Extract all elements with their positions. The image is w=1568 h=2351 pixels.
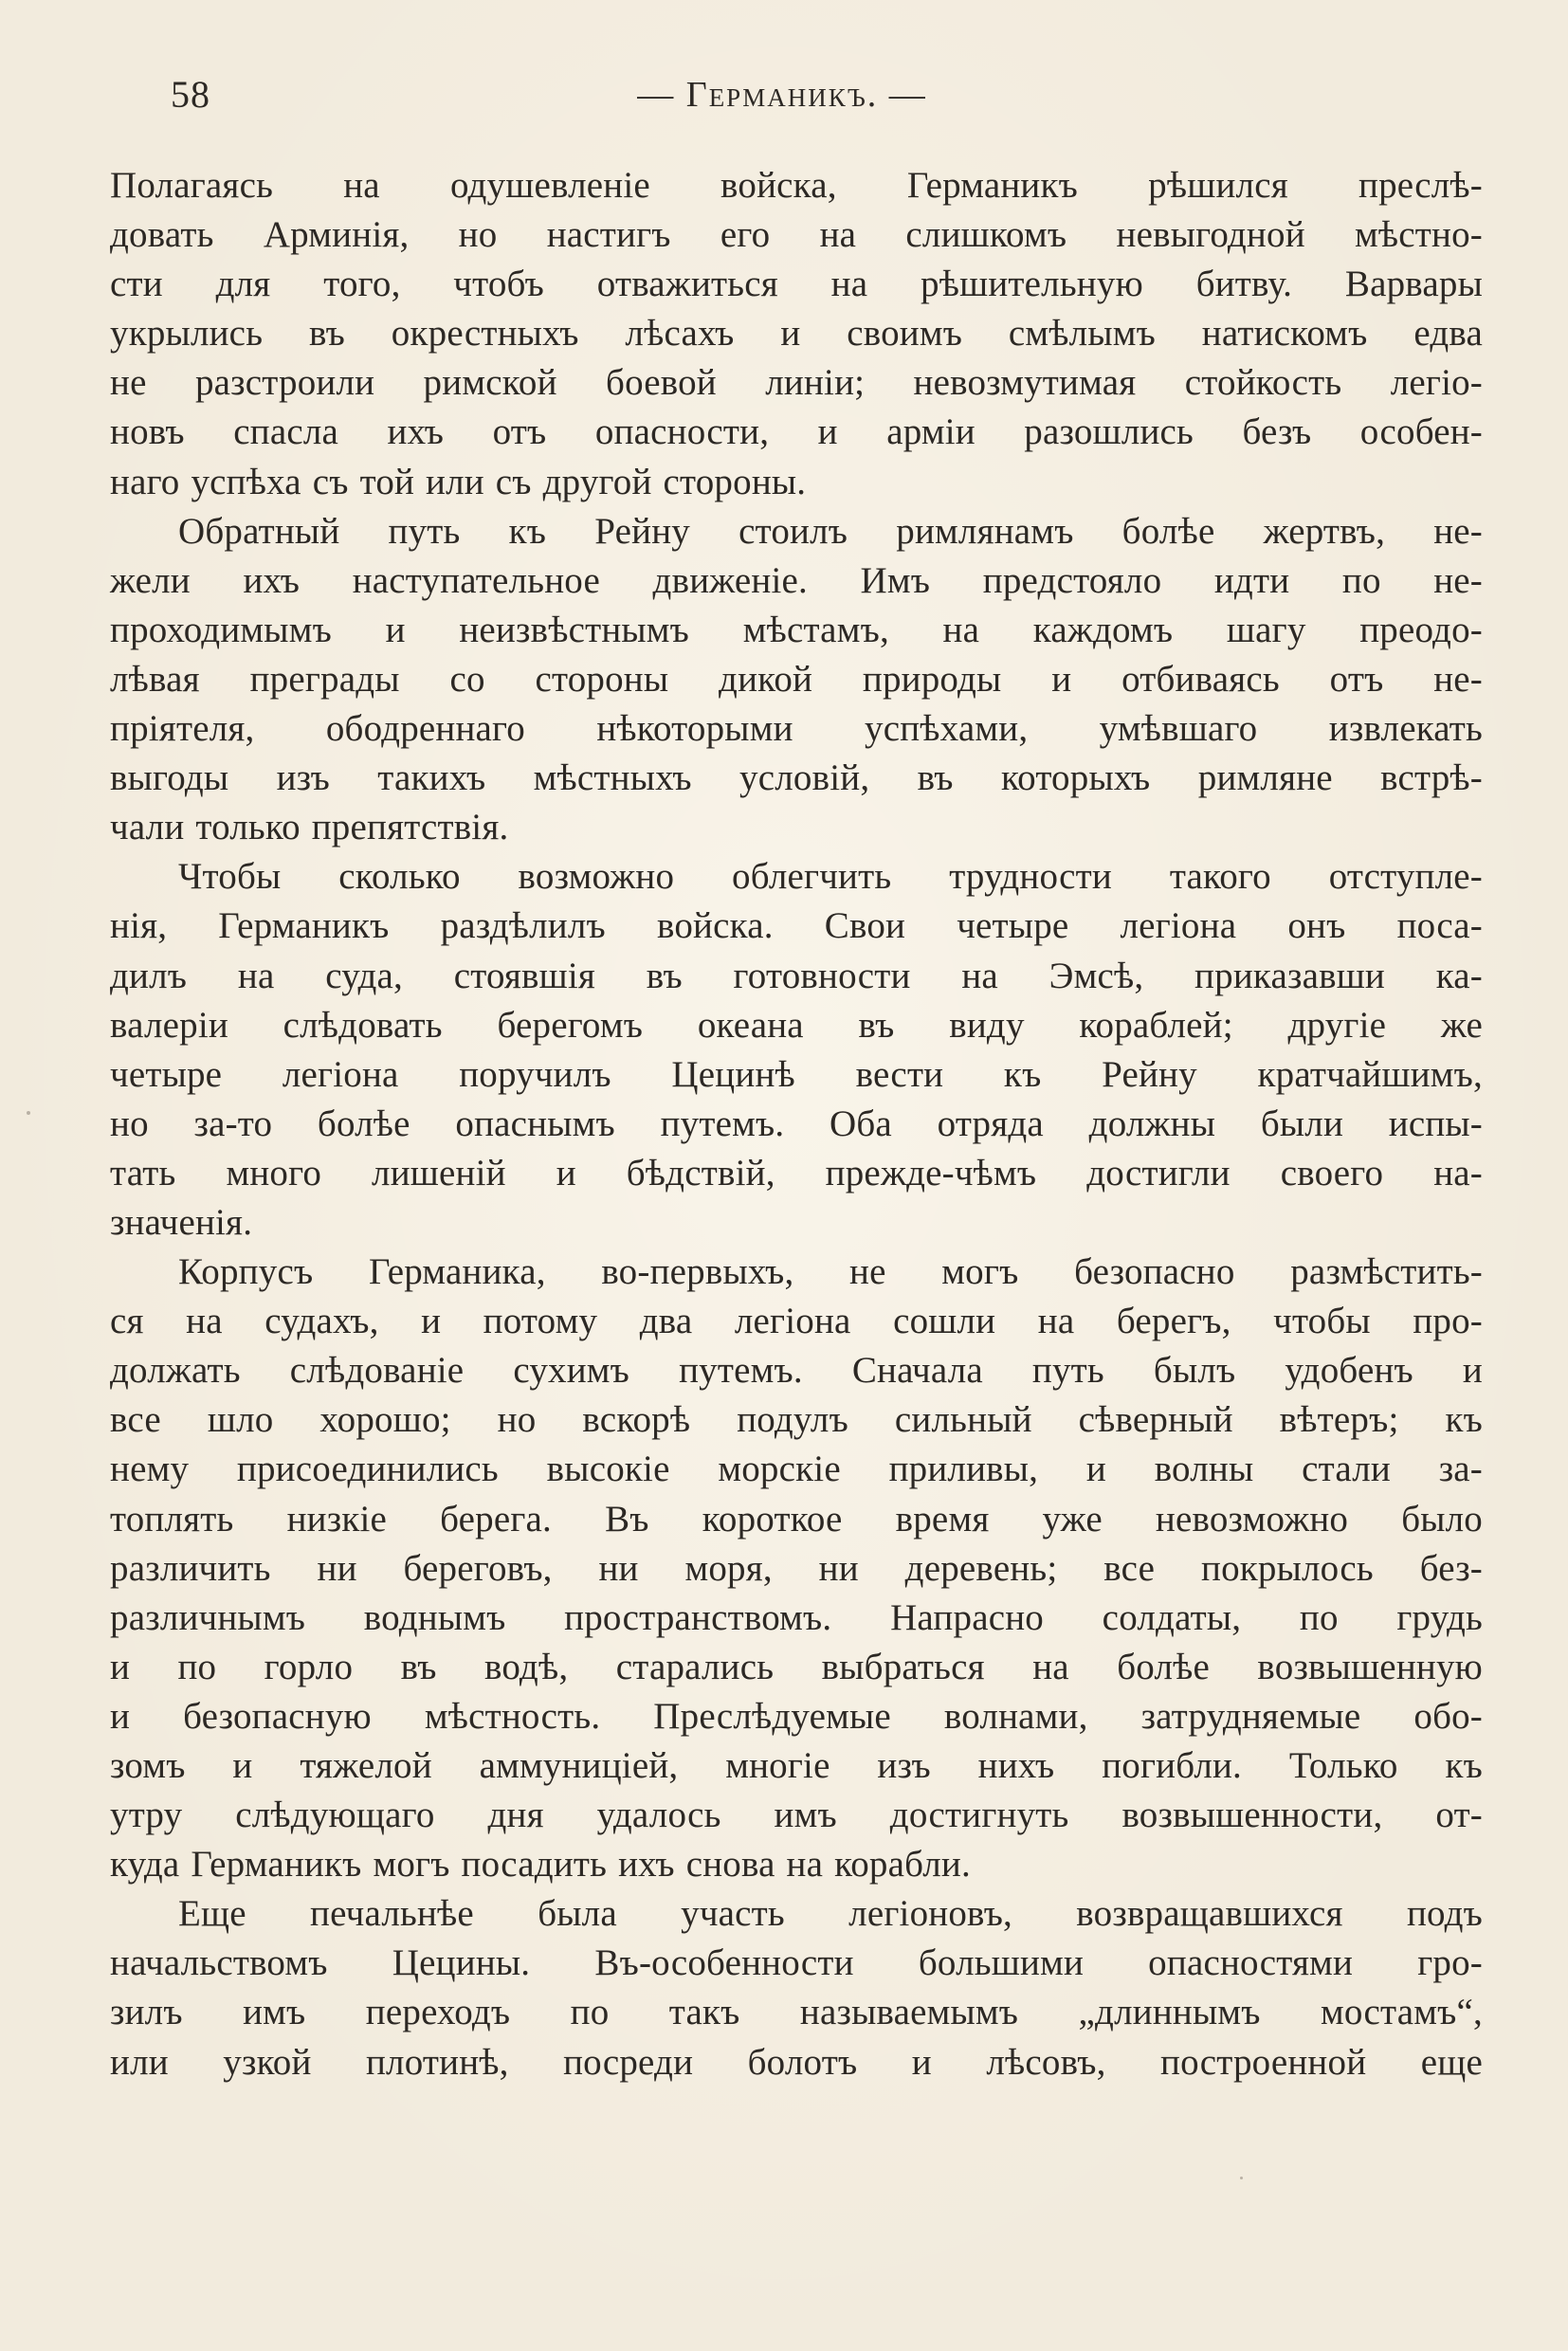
text-line: тать много лишеній и бѣдствій, прежде-чѣмъ достигли своего на-: [110, 1152, 1483, 1194]
page-header: [0, 64, 1568, 125]
text-line: или узкой плотинѣ, посреди болотъ и лѣсовъ, построенной еще: [110, 2041, 1483, 2083]
text-line: и по горло въ водѣ, старались выбраться на болѣе возвышенную: [110, 1646, 1483, 1687]
text-line: Полагаясь на одушевленіе войска, Германикъ рѣшился преслѣ-: [110, 165, 1483, 206]
text-line: но за-то болѣе опаснымъ путемъ. Оба отряда должны были испы-: [110, 1103, 1483, 1144]
text-line: начальствомъ Цецины. Въ-особенности большими опасностями гро-: [110, 1942, 1483, 1984]
running-title: — Германикъ. —: [637, 75, 927, 115]
text-line: выгоды изъ такихъ мѣстныхъ условій, въ которыхъ римляне встрѣ-: [110, 757, 1483, 799]
text-line: утру слѣдующаго дня удалось имъ достигнуть возвышенности, от-: [110, 1795, 1483, 1836]
text-line: различить ни береговъ, ни моря, ни деревень; все покрылось без-: [110, 1547, 1483, 1589]
text-line: и безопасную мѣстность. Преслѣдуемые волнами, затрудняемые обо-: [110, 1695, 1483, 1737]
text-line: наго успѣха съ той или съ другой стороны.: [110, 461, 807, 502]
text-line: Обратный путь къ Рейну стоилъ римлянамъ болѣе жертвъ, не-: [178, 510, 1483, 552]
text-line: должать слѣдованіе сухимъ путемъ. Сначала путь былъ удобенъ и: [110, 1350, 1483, 1392]
text-line: зомъ и тяжелой аммуниціей, многіе изъ нихъ погибли. Только къ: [110, 1745, 1483, 1786]
text-line: Чтобы сколько возможно облегчить трудности такого отступле-: [178, 856, 1483, 898]
text-line: топлять низкіе берега. Въ короткое время уже невозможно было: [110, 1498, 1483, 1540]
text-line: ся на судахъ, и потому два легіона сошли на берегъ, чтобы про-: [110, 1301, 1483, 1342]
text-line: дилъ на суда, стоявшія въ готовности на Эмсѣ, приказавши ка-: [110, 955, 1483, 996]
text-line: Еще печальнѣе была участь легіоновъ, возвращавшихся подъ: [178, 1893, 1483, 1935]
page-number: 58: [171, 73, 210, 116]
text-line: чали только препятствія.: [110, 807, 509, 848]
text-line: валеріи слѣдовать берегомъ океана въ виду кораблей; другіе же: [110, 1004, 1483, 1046]
text-line: новъ спасла ихъ отъ опасности, и арміи разошлись безъ особен-: [110, 411, 1483, 453]
text-line: довать Арминія, но настигъ его на слишкомъ невыгодной мѣстно-: [110, 214, 1483, 256]
text-line: все шло хорошо; но вскорѣ подулъ сильный сѣверный вѣтеръ; къ: [110, 1399, 1483, 1441]
text-line: различнымъ воднымъ пространствомъ. Напрасно солдаты, по грудь: [110, 1596, 1483, 1638]
text-line: куда Германикъ могъ посадить ихъ снова на корабли.: [110, 1844, 971, 1886]
text-line: Корпусъ Германика, во-первыхъ, не могъ безопасно размѣстить-: [178, 1251, 1483, 1293]
text-line: нія, Германикъ раздѣлилъ войска. Свои четыре легіона онъ поса-: [110, 905, 1483, 947]
paper-fleck: [27, 1111, 30, 1115]
text-line: четыре легіона поручилъ Цецинѣ вести къ Рейну кратчайшимъ,: [110, 1053, 1483, 1095]
body-text: [110, 161, 1483, 2087]
text-line: зилъ имъ переходъ по такъ называемымъ „длиннымъ мостамъ“,: [110, 1992, 1483, 2033]
text-line: укрылись въ окрестныхъ лѣсахъ и своимъ смѣлымъ натискомъ едва: [110, 313, 1483, 355]
text-line: проходимымъ и неизвѣстнымъ мѣстамъ, на каждомъ шагу преодо-: [110, 609, 1483, 650]
text-line: не разстроили римской боевой линіи; невозмутимая стойкость легіо-: [110, 362, 1483, 404]
text-line: лѣвая преграды со стороны дикой природы и отбиваясь отъ не-: [110, 658, 1483, 700]
text-line: значенія.: [110, 1201, 253, 1243]
text-line: жели ихъ наступательное движеніе. Имъ предстояло идти по не-: [110, 559, 1483, 601]
text-line: сти для того, чтобъ отважиться на рѣшительную битву. Варвары: [110, 264, 1483, 305]
text-line: пріятеля, ободреннаго нѣкоторыми успѣхами, умѣвшаго извлекать: [110, 708, 1483, 750]
text-line: нему присоединились высокіе морскіе приливы, и волны стали за-: [110, 1449, 1483, 1490]
paper-fleck: [1240, 2177, 1243, 2179]
